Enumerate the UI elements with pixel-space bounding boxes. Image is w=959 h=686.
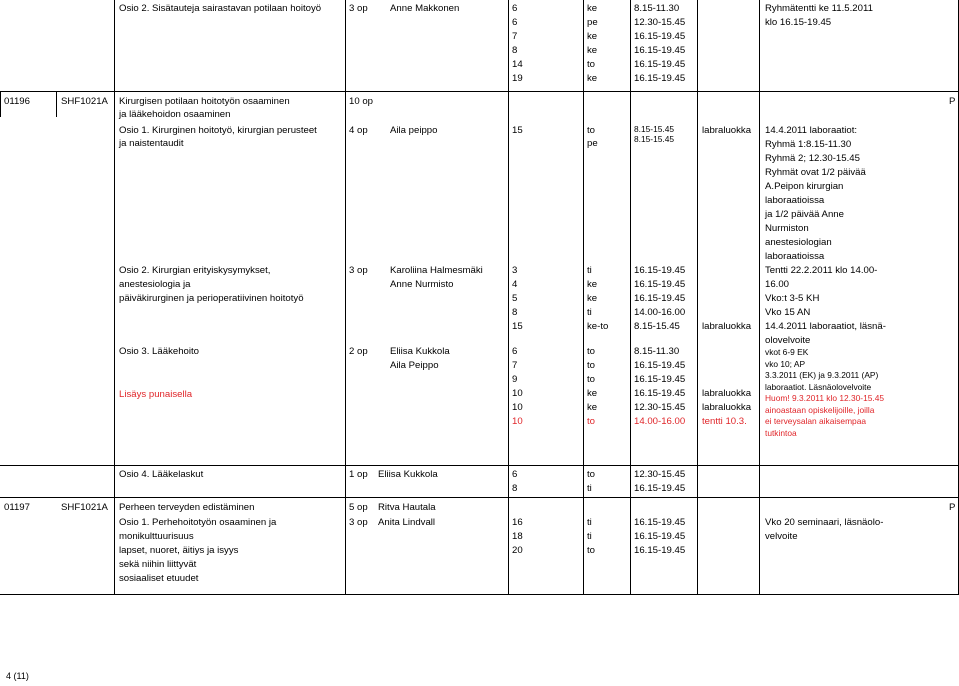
day-cell: ke: [587, 402, 598, 413]
course-flag: P: [949, 96, 956, 107]
osio-topic: Osio 4. Lääkelaskut: [119, 469, 204, 480]
time-cell: 14.00-16.00: [634, 416, 686, 427]
day-cell: pe: [587, 17, 598, 28]
day-cell: to: [587, 346, 596, 357]
time-cell: 16.15-19.45: [634, 483, 686, 494]
day-cell: to: [587, 125, 596, 136]
day-cell: ti: [587, 531, 592, 542]
week-cell: 9: [512, 374, 518, 385]
note-line: Ryhmä 1:8.15-11.30: [765, 139, 852, 150]
week-cell: 6: [512, 469, 518, 480]
time-cell: 16.15-19.45: [634, 388, 686, 399]
room-cell: labraluokka: [702, 125, 752, 136]
time-cell: 16.15-19.45: [634, 31, 686, 42]
week-cell: 8: [512, 45, 518, 56]
time-cell: 16.15-19.45: [634, 360, 686, 371]
note-line: Nurmiston: [765, 223, 809, 234]
course-code: 01197: [4, 502, 30, 513]
note-line: ja 1/2 päivää Anne: [765, 209, 844, 220]
osio-topic: anestesiologia ja: [119, 279, 191, 290]
day-cell: to: [587, 59, 596, 70]
day-cell: ke: [587, 279, 598, 290]
teacher: Ritva Hautala: [378, 502, 436, 513]
group-code: SHF1021A: [61, 502, 108, 513]
week-cell: 8: [512, 483, 518, 494]
column-divider: [630, 0, 631, 594]
teacher: Aila Peippo: [390, 360, 439, 371]
row-divider-course-01196: [0, 91, 959, 92]
row-divider-course-01197: [0, 497, 959, 498]
note-line: vkot 6-9 EK: [765, 347, 809, 357]
note-line: ei terveysalan aikaisempaa: [765, 416, 867, 426]
time-cell: 16.15-19.45: [634, 73, 686, 84]
course-name: Perheen terveyden edistäminen: [119, 502, 255, 513]
note-line: Vko:t 3-5 KH: [765, 293, 820, 304]
column-divider: [759, 0, 760, 594]
note-line: Tentti 22.2.2011 klo 14.00-: [765, 265, 878, 276]
osio-topic: sekä niihin liittyvät: [119, 559, 197, 570]
column-divider: [697, 0, 698, 594]
note-line: olovelvoite: [765, 335, 811, 346]
day-cell: to: [587, 545, 596, 556]
column-divider: [0, 91, 1, 117]
note-line: Vko 15 AN: [765, 307, 811, 318]
week-cell: 14: [512, 59, 523, 70]
osio-topic: Osio 1. Perhehoitotyön osaaminen ja: [119, 517, 277, 528]
time-cell: 12.30-15.45: [634, 17, 686, 28]
note-line: laboraatiot. Läsnäolovelvoite: [765, 382, 872, 392]
room-cell: labraluokka: [702, 321, 752, 332]
note-line: vko 10; AP: [765, 359, 806, 369]
note-line: 14.4.2011 laboraatiot, läsnä-: [765, 321, 886, 332]
week-cell: 6: [512, 3, 518, 14]
teacher: Anita Lindvall: [378, 517, 436, 528]
credits: 5 op: [349, 502, 368, 513]
week-cell: 10: [512, 402, 523, 413]
credits: 4 op: [349, 125, 368, 136]
note-line: anestesiologian: [765, 237, 832, 248]
time-cell: 16.15-19.45: [634, 293, 686, 304]
group-code: SHF1021A: [61, 96, 108, 107]
osio-topic: monikulttuurisuus: [119, 531, 194, 542]
course-name: ja lääkehoidon osaaminen: [119, 109, 231, 120]
time-cell: 12.30-15.45: [634, 402, 686, 413]
credits: 3 op: [349, 265, 368, 276]
column-divider: [583, 0, 584, 594]
room-cell: labraluokka: [702, 388, 752, 399]
week-cell: 6: [512, 346, 518, 357]
week-cell: 10: [512, 416, 523, 427]
time-cell: 8.15-15.45: [634, 134, 675, 144]
day-cell: ke: [587, 3, 598, 14]
course-flag: P: [949, 502, 956, 513]
day-cell: to: [587, 374, 596, 385]
teacher: Karoliina Halmesmäki: [390, 265, 483, 276]
osio-topic: lapset, nuoret, äitiys ja isyys: [119, 545, 239, 556]
teacher: Anne Nurmisto: [390, 279, 454, 290]
time-cell: 16.15-19.45: [634, 265, 686, 276]
time-cell: 8.15-15.45: [634, 321, 680, 332]
column-divider: [114, 0, 115, 594]
teacher: Aila peippo: [390, 125, 438, 136]
column-divider: [56, 91, 57, 117]
day-cell: ke: [587, 73, 598, 84]
day-cell: ke: [587, 45, 598, 56]
time-cell: 8.15-15.45: [634, 124, 675, 134]
time-cell: 16.15-19.45: [634, 374, 686, 385]
time-cell: 12.30-15.45: [634, 469, 686, 480]
osio-topic: Osio 2. Kirurgian erityiskysymykset,: [119, 265, 271, 276]
day-cell: ti: [587, 483, 592, 494]
time-cell: 8.15-11.30: [634, 346, 680, 357]
osio-topic: Osio 3. Lääkehoito: [119, 346, 200, 357]
day-cell: pe: [587, 138, 598, 149]
note-line: tutkintoa: [765, 428, 797, 438]
note-line: A.Peipon kirurgian: [765, 181, 844, 192]
teacher: Eliisa Kukkola: [390, 346, 450, 357]
week-cell: 18: [512, 531, 523, 542]
note-line: Vko 20 seminaari, läsnäolo-: [765, 517, 884, 528]
week-cell: 16: [512, 517, 523, 528]
week-cell: 6: [512, 17, 518, 28]
time-cell: 14.00-16.00: [634, 307, 686, 318]
week-cell: 15: [512, 321, 523, 332]
week-cell: 7: [512, 31, 518, 42]
week-cell: 10: [512, 388, 523, 399]
row-divider-course-01197-bottom: [0, 594, 959, 595]
note-line: 14.4.2011 laboraatiot:: [765, 125, 858, 136]
osio-topic: päiväkirurginen ja perioperatiivinen hoitotyö: [119, 293, 304, 304]
teacher: Anne Makkonen: [390, 3, 460, 14]
time-cell: 16.15-19.45: [634, 531, 686, 542]
day-cell: ti: [587, 517, 592, 528]
column-divider: [345, 0, 346, 594]
week-cell: 8: [512, 307, 518, 318]
time-cell: 8.15-11.30: [634, 3, 680, 14]
osio-topic: sosiaaliset etuudet: [119, 573, 199, 584]
note-line: ainoastaan opiskelijoille, joilla: [765, 405, 875, 415]
week-cell: 3: [512, 265, 518, 276]
day-cell: ti: [587, 307, 592, 318]
note-line: Ryhmä 2; 12.30-15.45: [765, 153, 860, 164]
course-name: Kirurgisen potilaan hoitotyön osaaminen: [119, 96, 290, 107]
time-cell: 16.15-19.45: [634, 279, 686, 290]
time-cell: 16.15-19.45: [634, 59, 686, 70]
course-code: 01196: [4, 96, 30, 107]
week-cell: 20: [512, 545, 523, 556]
day-cell: to: [587, 360, 596, 371]
room-cell: labraluokka: [702, 402, 752, 413]
note-line: 16.00: [765, 279, 790, 290]
teacher: Eliisa Kukkola: [378, 469, 438, 480]
day-cell: to: [587, 416, 596, 427]
osio-topic: Osio 1. Kirurginen hoitotyö, kirurgian perusteet: [119, 125, 317, 136]
week-cell: 4: [512, 279, 518, 290]
row-divider-course-01196-bottom: [0, 465, 959, 466]
day-cell: ke: [587, 293, 598, 304]
page-number: 4 (11): [6, 671, 29, 681]
day-cell: to: [587, 469, 596, 480]
note-line: klo 16.15-19.45: [765, 17, 832, 28]
osio-topic: ja naistentaudit: [119, 138, 184, 149]
week-cell: 15: [512, 125, 523, 136]
day-cell: ke: [587, 31, 598, 42]
addition-note: Lisäys punaisella: [119, 389, 193, 400]
week-cell: 7: [512, 360, 518, 371]
room-cell: tentti 10.3.: [702, 416, 747, 427]
time-cell: 16.15-19.45: [634, 45, 686, 56]
credits: 3 op: [349, 3, 368, 14]
time-cell: 16.15-19.45: [634, 517, 686, 528]
note-line: Ryhmätentti ke 11.5.2011: [765, 3, 873, 14]
column-divider: [508, 0, 509, 594]
week-cell: 5: [512, 293, 518, 304]
note-line: Ryhmät ovat 1/2 päivää: [765, 167, 866, 178]
note-line: laboraatioissa: [765, 195, 825, 206]
note-line: laboraatioissa: [765, 251, 825, 262]
day-cell: ke-to: [587, 321, 609, 332]
note-line: Huom! 9.3.2011 klo 12.30-15.45: [765, 393, 885, 403]
day-cell: ti: [587, 265, 592, 276]
credits: 10 op: [349, 96, 374, 107]
credits: 1 op: [349, 469, 368, 480]
time-cell: 16.15-19.45: [634, 545, 686, 556]
note-line: velvoite: [765, 531, 798, 542]
week-cell: 19: [512, 73, 523, 84]
note-line: 3.3.2011 (EK) ja 9.3.2011 (AP): [765, 370, 879, 380]
day-cell: ke: [587, 388, 598, 399]
credits: 2 op: [349, 346, 368, 357]
credits: 3 op: [349, 517, 368, 528]
osio-topic: Osio 2. Sisätauteja sairastavan potilaan hoitoyö: [119, 3, 322, 14]
